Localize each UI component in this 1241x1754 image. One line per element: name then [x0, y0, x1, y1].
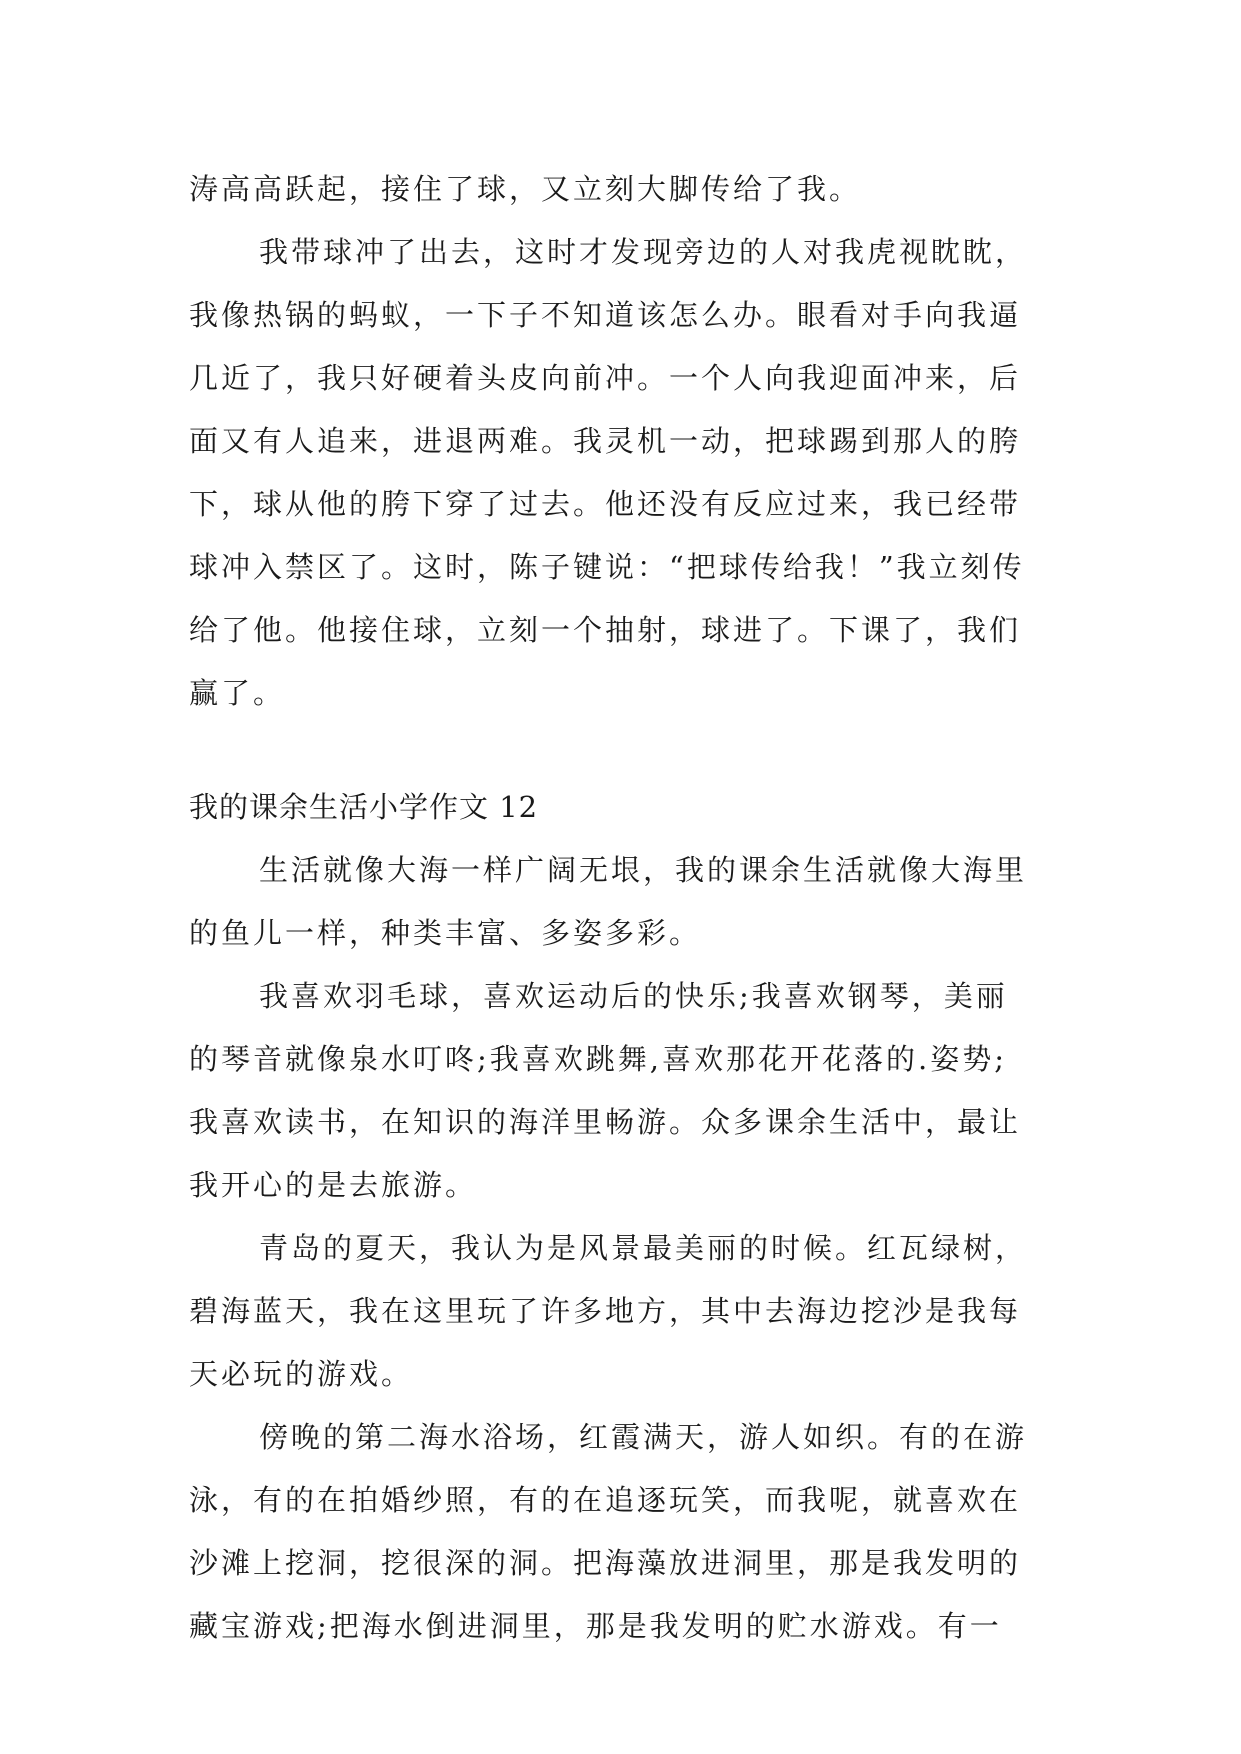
paragraph [189, 158, 1069, 221]
text-line: 天必玩的游戏。 [189, 1357, 414, 1391]
text-line: 藏宝游戏;把海水倒进洞里，那是我发明的贮水游戏。有一 [189, 1609, 1002, 1643]
text-line: 赢了。 [189, 676, 286, 710]
text-line: 涛高高跃起，接住了球，又立刻大脚传给了我。 [189, 172, 862, 206]
paragraph [189, 1217, 1069, 1406]
section-spacer [189, 725, 1069, 776]
text-line: 的琴音就像泉水叮咚;我喜欢跳舞,喜欢那花开花落的.姿势; [189, 1042, 1007, 1076]
paragraph [189, 839, 1069, 965]
document-body [189, 158, 1069, 1658]
text-line: 生活就像大海一样广阔无垠，我的课余生活就像大海里 [259, 853, 1028, 887]
text-line: 下，球从他的胯下穿了过去。他还没有反应过来，我已经带 [189, 487, 1022, 521]
text-line: 碧海蓝天，我在这里玩了许多地方，其中去海边挖沙是我每 [189, 1294, 1022, 1328]
text-line: 沙滩上挖洞，挖很深的洞。把海藻放进洞里，那是我发明的 [189, 1546, 1022, 1580]
text-line: 我像热锅的蚂蚁，一下子不知道该怎么办。眼看对手向我逼 [189, 298, 1022, 332]
text-line: 球冲入禁区了。这时，陈子键说：“把球传给我！”我立刻传 [189, 550, 1025, 584]
text-line: 傍晚的第二海水浴场，红霞满天，游人如织。有的在游 [259, 1420, 1028, 1454]
text-line: 青岛的夏天，我认为是风景最美丽的时候。红瓦绿树， [259, 1231, 1028, 1265]
text-line: 面又有人追来，进退两难。我灵机一动，把球踢到那人的胯 [189, 424, 1022, 458]
paragraph [189, 221, 1069, 725]
text-line: 我开心的是去旅游。 [189, 1168, 478, 1202]
text-line: 我喜欢读书，在知识的海洋里畅游。众多课余生活中，最让 [189, 1105, 1022, 1139]
essay-title: 我的课余生活小学作文 12 [189, 790, 539, 824]
paragraph [189, 1406, 1069, 1658]
text-line: 泳，有的在拍婚纱照，有的在追逐玩笑，而我呢，就喜欢在 [189, 1483, 1022, 1517]
paragraph [189, 965, 1069, 1217]
text-line: 给了他。他接住球，立刻一个抽射，球进了。下课了，我们 [189, 613, 1022, 647]
text-line: 我喜欢羽毛球，喜欢运动后的快乐;我喜欢钢琴，美丽 [259, 979, 1008, 1013]
text-line: 几近了，我只好硬着头皮向前冲。一个人向我迎面冲来，后 [189, 361, 1022, 395]
text-line: 的鱼儿一样，种类丰富、多姿多彩。 [189, 916, 702, 950]
text-line: 我带球冲了出去，这时才发现旁边的人对我虎视眈眈， [259, 235, 1028, 269]
